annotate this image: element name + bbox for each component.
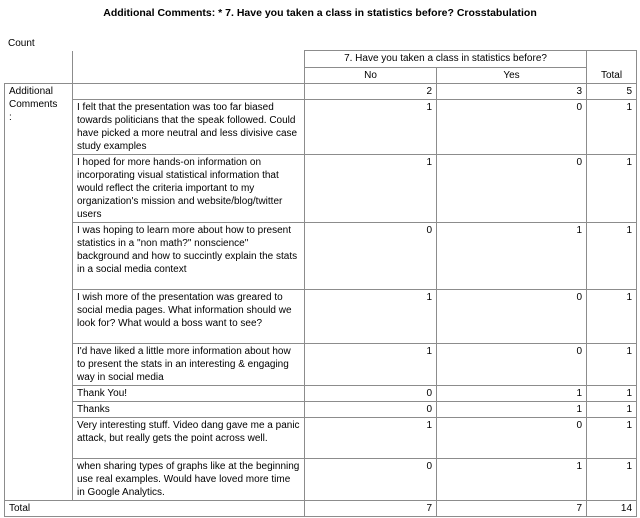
total-cell-yes: 7 [437, 501, 587, 517]
cell-total: 1 [587, 223, 637, 290]
row-label [73, 84, 305, 100]
header-blank [5, 51, 73, 68]
cell-yes: 0 [437, 344, 587, 386]
question-header: 7. Have you taken a class in statistics before? [305, 51, 587, 68]
cell-no: 0 [305, 459, 437, 501]
cell-total: 1 [587, 386, 637, 402]
header-blank-2 [73, 51, 305, 68]
row-group-label-line1: Additional [9, 86, 53, 97]
row-label: Thanks [73, 402, 305, 418]
total-row-label: Total [5, 501, 305, 517]
cell-no: 1 [305, 290, 437, 344]
cell-no: 0 [305, 386, 437, 402]
cell-total: 1 [587, 418, 637, 459]
header-blank-4 [73, 68, 305, 84]
row-label: I'd have liked a little more information about how to present the stats in an interesting & engaging way in social media [73, 344, 305, 386]
row-label: I wish more of the presentation was greared to social media pages. What information should we look for? What would a boss want to see? [73, 290, 305, 344]
cell-total: 1 [587, 290, 637, 344]
cell-yes: 0 [437, 100, 587, 155]
row-group-label-line2: Comments [9, 99, 58, 110]
cell-yes: 0 [437, 418, 587, 459]
cell-yes: 1 [437, 402, 587, 418]
header-blank-3 [5, 68, 73, 84]
cell-no: 1 [305, 418, 437, 459]
cell-no: 0 [305, 402, 437, 418]
col-header-no: No [305, 68, 437, 84]
cell-yes: 1 [437, 223, 587, 290]
cell-total: 1 [587, 344, 637, 386]
row-label: I was hoping to learn more about how to present statistics in a "non math?" nonscience" background and how to succintly explain the stats in a social media context [73, 223, 305, 290]
cell-yes: 3 [437, 84, 587, 100]
crosstab-table [4, 50, 637, 517]
col-header-yes: Yes [437, 68, 587, 84]
row-label: I hoped for more hands-on information on incorporating visual statistical information that would reflect the criteria important to my organization's mission and website/blog/twitter users [73, 155, 305, 223]
row-group-label [5, 84, 73, 501]
row-label: when sharing types of graphs like at the beginning use real examples. Would have loved more time in Google Analytics. [73, 459, 305, 501]
row-label: I felt that the presentation was too far biased towards politicians that the speak followed. Could have picked a more neutral and less divisive case study examples [73, 100, 305, 155]
col-header-total: Total [587, 68, 637, 84]
cell-total: 1 [587, 402, 637, 418]
row-label: Very interesting stuff. Video dang gave me a panic attack, but really gets the point across well. [73, 418, 305, 459]
cell-yes: 0 [437, 290, 587, 344]
total-cell-no: 7 [305, 501, 437, 517]
total-cell-total: 14 [587, 501, 637, 517]
cell-no: 1 [305, 344, 437, 386]
cell-yes: 1 [437, 386, 587, 402]
cell-total: 1 [587, 459, 637, 501]
cell-no: 2 [305, 84, 437, 100]
cell-yes: 0 [437, 155, 587, 223]
table-title: Additional Comments: * 7. Have you taken a class in statistics before? Crosstabulation [103, 7, 537, 19]
cell-no: 1 [305, 155, 437, 223]
cell-no: 1 [305, 100, 437, 155]
row-label: Thank You! [73, 386, 305, 402]
cell-total: 1 [587, 100, 637, 155]
cell-total: 5 [587, 84, 637, 100]
cell-total: 1 [587, 155, 637, 223]
total-header-top [587, 51, 637, 68]
row-group-label-line3: : [9, 112, 12, 123]
cell-yes: 1 [437, 459, 587, 501]
cell-no: 0 [305, 223, 437, 290]
count-label: Count [8, 38, 35, 49]
